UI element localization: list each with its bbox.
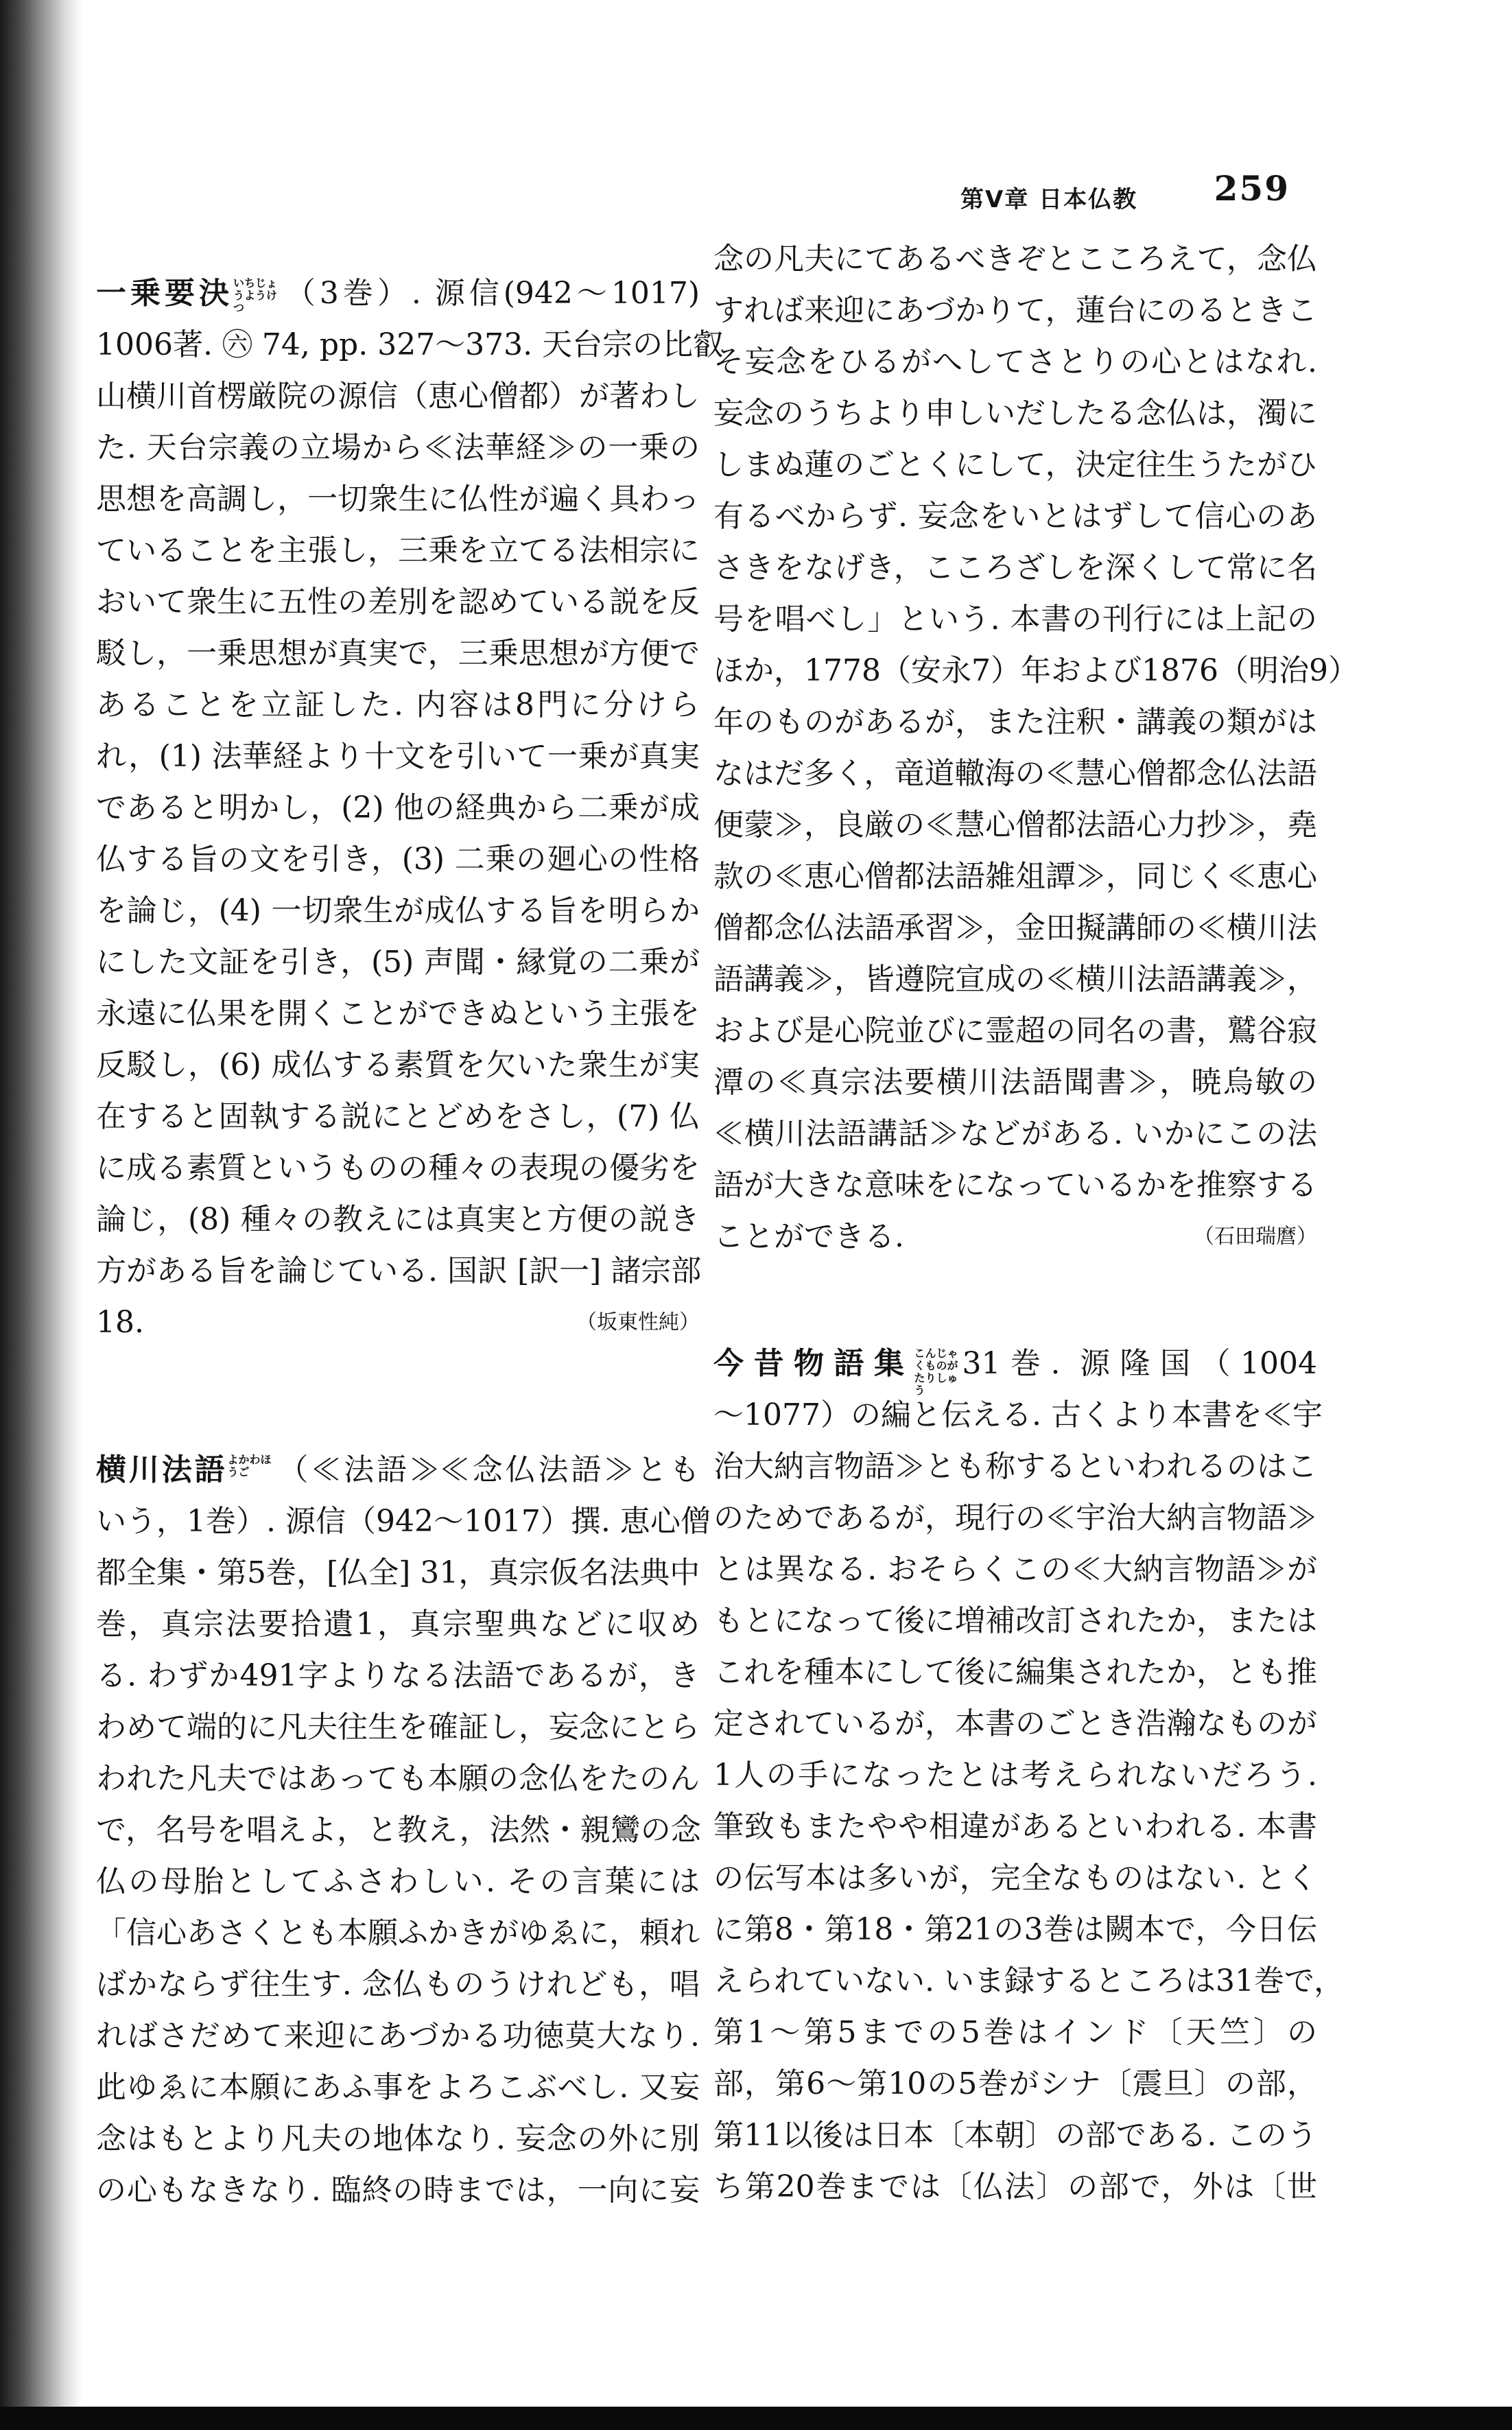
text-line: で，名号を唱えよ，と教え，法然・親鸞の念	[96, 1813, 701, 1848]
text-line: 駁し，一乗思想が真実で，三乗思想が方便で	[96, 636, 700, 671]
text-line: 31巻. 源隆国（1004	[962, 1346, 1318, 1381]
text-line: いう，1巻）. 源信（942～1017）撰. 恵心僧	[96, 1504, 711, 1539]
text-line: 念の凡夫にてあるべきぞとこころえて，念仏	[713, 241, 1317, 276]
entry-konjaku-monogatari	[713, 1338, 1345, 2213]
text-line: 妄念のうちより申しいだしたる念仏は，濁に	[713, 396, 1317, 431]
text-line: わめて端的に凡夫往生を確証し，妄念にとら	[96, 1710, 700, 1745]
text-line: の心もなきなり. 臨終の時までは，一向に妄	[96, 2173, 700, 2208]
text-line: ばかならず往生す. 念仏ものうけれども，唱	[96, 1967, 700, 2002]
entry-first-line	[713, 1338, 1318, 1397]
headword-reading: よかわほうご	[227, 1453, 272, 1478]
left-column	[96, 268, 724, 2394]
text-line: に成る素質というものの種々の表現の優劣を	[96, 1151, 700, 1185]
text-line: の伝写本は多いが，完全なものはない. とく	[713, 1861, 1317, 1896]
text-line: であると明かし，(2) 他の経典から二乗が成	[96, 790, 700, 825]
text-line: ～1077）の編と伝える. 古くより本書を≪宇	[713, 1397, 1323, 1432]
text-line: た. 天台宗義の立場から≪法華経≫の一乗の	[96, 430, 700, 465]
text-line: ことができる.	[713, 1219, 904, 1254]
page-number: 259	[1214, 168, 1290, 209]
entry-ichijo-yoketsu	[96, 268, 724, 1348]
text-line-with-author	[713, 1211, 1317, 1262]
text-line: 第1～第5までの5巻はインド〔天竺〕の	[713, 2015, 1317, 2050]
text-line: 1006著. ㊅ 74, pp. 327～373. 天台宗の比叡	[96, 327, 724, 362]
entry-author: （坂東性純）	[576, 1310, 700, 1334]
text-line: とは異なる. おそらくこの≪大納言物語≫が	[713, 1552, 1317, 1587]
text-line: 年のものがあるが，また注釈・講義の類がは	[713, 705, 1317, 740]
text-line: のためであるが，現行の≪宇治大納言物語≫	[713, 1500, 1317, 1535]
running-head	[960, 168, 1290, 223]
headword: 一乗要決	[96, 276, 233, 311]
text-line: 論じ，(8) 種々の教えには真実と方便の説き	[96, 1202, 700, 1237]
text-line: すれば来迎にあづかりて，蓮台にのるときこ	[713, 293, 1317, 328]
text-line: 号を唱べし」という. 本書の刊行には上記の	[713, 602, 1317, 637]
text-line: 山横川首楞厳院の源信（恵心僧都）が著わし	[96, 379, 700, 414]
book-spine-shadow	[0, 0, 82, 2430]
text-line: 定されているが，本書のごとき浩瀚なものが	[713, 1706, 1317, 1741]
right-column	[713, 233, 1358, 2360]
text-line: 念はもとより凡夫の地体なり. 妄念の外に別	[96, 2121, 700, 2156]
text-line: を論じ，(4) 一切衆生が成仏する旨を明らか	[96, 893, 700, 928]
text-line: ち第20巻までは〔仏法〕の部で，外は〔世	[713, 2169, 1317, 2204]
text-line: 便蒙≫，良厳の≪慧心僧都法語心力抄≫，堯	[713, 807, 1317, 842]
text-line: これを種本にして後に編集されたか，とも推	[713, 1655, 1317, 1690]
text-line: る. わずか491字よりなる法語であるが，き	[96, 1658, 700, 1693]
headword-reading: いちじょうようけつ	[233, 276, 277, 314]
text-line: 有るべからず. 妄念をいとはずして信心のあ	[713, 499, 1317, 534]
text-line: われた凡夫ではあっても本願の念仏をたのん	[96, 1761, 700, 1796]
headword: 横川法語	[96, 1452, 228, 1487]
text-line: 巻，真宗法要拾遺1，真宗聖典などに収め	[96, 1607, 700, 1642]
text-line: 1人の手になったとは考えられないだろう.	[713, 1758, 1317, 1793]
entry-spacer	[96, 1348, 700, 1444]
text-line: 治大納言物語≫とも称するといわれるのはこ	[713, 1449, 1317, 1484]
entry-yokawa-hogo-continued	[713, 233, 1358, 1262]
entry-author: （石田瑞麿）	[1194, 1225, 1317, 1249]
text-line: （3巻）. 源信(942～1017)	[281, 276, 700, 311]
text-line: えられていない. いま録するところは31巻で，	[713, 1963, 1345, 1998]
text-line: 筆致もまたやや相違があるといわれる. 本書	[713, 1809, 1317, 1844]
text-line-with-author	[96, 1297, 700, 1348]
entry-yokawa-hogo	[96, 1444, 711, 2216]
text-line: 第11以後は日本〔本朝〕の部である. このう	[713, 2118, 1317, 2153]
headword: 今昔物語集	[713, 1346, 914, 1381]
text-line: 此ゆゑに本願にあふ事をよろこぶべし. 又妄	[96, 2070, 700, 2105]
text-line: 「信心あさくとも本願ふかきがゆゑに，頼れ	[96, 1915, 700, 1950]
entry-first-line	[96, 268, 700, 319]
text-line: 潭の≪真宗法要横川法語聞書≫，暁烏敏の	[713, 1065, 1317, 1100]
scan-bottom-edge	[0, 2407, 1512, 2430]
text-line: 思想を高調し，一切衆生に仏性が遍く具わっ	[96, 482, 700, 517]
text-line: 部，第6～第10の5巻がシナ〔震旦〕の部，	[713, 2066, 1317, 2101]
entry-spacer	[713, 1262, 1317, 1338]
text-line: れ，(1) 法華経より十文を引いて一乗が真実	[96, 739, 700, 774]
text-line: および是心院並びに霊超の同名の書，鷲谷寂	[713, 1013, 1317, 1048]
text-line: ていることを主張し，三乗を立てる法相宗に	[96, 533, 700, 568]
text-line: 仏する旨の文を引き，(3) 二乗の廻心の性格	[96, 842, 700, 877]
text-line: なはだ多く，竜道轍海の≪慧心僧都念仏法語	[713, 756, 1317, 791]
text-line: 語講義≫，皆遵院宣成の≪横川法語講義≫，	[713, 962, 1317, 997]
headword-reading: こんじゃくものがたりしゅう	[914, 1347, 958, 1397]
text-line: しまぬ蓮のごとくにして，決定往生うたがひ	[713, 447, 1317, 482]
text-line: さきをなげき，こころざしを深くして常に名	[713, 550, 1317, 585]
chapter-title: 第V章 日本仏教	[960, 186, 1138, 213]
text-line: に第8・第18・第21の3巻は闕本で，今日伝	[713, 1912, 1317, 1947]
text-line: （≪法語≫≪念仏法語≫とも	[275, 1452, 700, 1487]
text-line: 永遠に仏果を開くことができぬという主張を	[96, 996, 700, 1031]
text-line: もとになって後に増補改訂されたか，または	[713, 1603, 1317, 1638]
text-line: にした文証を引き，(5) 声聞・縁覚の二乗が	[96, 945, 700, 980]
text-line: 都全集・第5巻，[仏全] 31，真宗仮名法典中	[96, 1555, 700, 1590]
text-line: あることを立証した. 内容は8門に分けら	[96, 687, 700, 722]
text-line: 僧都念仏法語承習≫，金田擬講師の≪横川法	[713, 910, 1317, 945]
text-line: 在すると固執する説にとどめをさし，(7) 仏	[96, 1099, 700, 1134]
text-line: 款の≪恵心僧都法語雑俎譚≫，同じく≪恵心	[713, 859, 1317, 894]
text-line: 方がある旨を論じている. 国訳 [訳一] 諸宗部	[96, 1253, 702, 1288]
entry-first-line	[96, 1444, 700, 1496]
text-line: 反駁し，(6) 成仏する素質を欠いた衆生が実	[96, 1048, 700, 1083]
text-line: 語が大きな意味をになっているかを推察する	[713, 1168, 1317, 1203]
text-line: ほか，1778（安永7）年および1876（明治9）	[713, 653, 1358, 688]
text-line: 18.	[96, 1305, 144, 1340]
text-line: 仏の母胎としてふさわしい. その言葉には	[96, 1864, 700, 1899]
text-line: そ妄念をひるがへしてさとりの心とはなれ.	[713, 344, 1317, 379]
text-line: ればさだめて来迎にあづかる功徳莫大なり.	[96, 2018, 700, 2053]
text-line: おいて衆生に五性の差別を認めている説を反	[96, 585, 700, 620]
text-line: ≪横川法語講話≫などがある. いかにこの法	[713, 1116, 1317, 1151]
